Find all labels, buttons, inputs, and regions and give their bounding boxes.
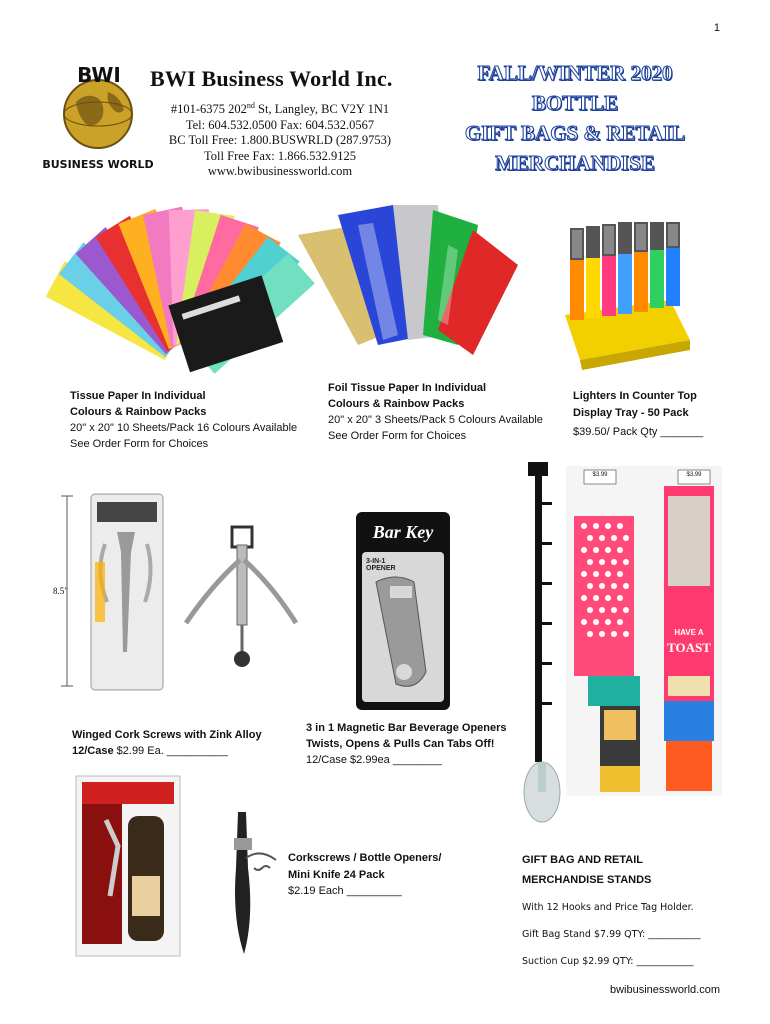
price-tag-2: $3.99 xyxy=(686,472,702,478)
tissue-paper-image xyxy=(62,210,284,370)
package-height-label: 8.5" xyxy=(53,586,68,596)
bwi-logo xyxy=(42,62,154,174)
opener-description: 3 in 1 Magnetic Bar Beverage Openers Twists, Opens & Pulls Can Tabs Off! 12/Case $2.99ea ________ xyxy=(306,722,507,766)
merchandise-stand-pole xyxy=(518,462,566,827)
winged-corkscrew-package-image xyxy=(55,492,167,692)
bar-key-brand: Bar Key xyxy=(372,522,434,542)
tissue-paper-description: Tissue Paper In Individual Colours & Rainbow Packs 20" x 20" 10 Sheets/Pack 16 Colours Available See Order Form for Choices xyxy=(70,390,298,450)
lighters-display-image xyxy=(560,220,695,370)
company-name: BWI Business World Inc. xyxy=(150,66,393,91)
season-title: FALL/WINTER 2020 BOTTLE GIFT BAGS & RETAIL MERCHANDISE xyxy=(464,61,686,175)
stands-description: GIFT BAG AND RETAIL MERCHANDISE STANDS With 12 Hooks and Price Tag Holder. Gift Bag Stand $7.99 QTY: ___________ Suction Cup $2.99 QTY: ____________ xyxy=(522,854,701,967)
lighters-description: Lighters In Counter Top Display Tray - 50 Pack $39.50/ Pack Qty _______ xyxy=(573,390,704,438)
company-info xyxy=(150,66,410,180)
corkscrew-description: Corkscrews / Bottle Openers/ Mini Knife 24 Pack $2.19 Each _________ xyxy=(288,852,442,897)
company-tel-fax: Tel: 604.532.0500 Fax: 604.532.0567 xyxy=(185,117,375,132)
company-website[interactable]: www.bwibusinessworld.com xyxy=(207,164,353,179)
winged-corkscrew-image xyxy=(182,525,302,675)
bar-key-opener-package xyxy=(356,512,450,710)
bar-key-tag: 3-IN-1 OPENER xyxy=(366,558,396,572)
company-toll-free-fax: Toll Free Fax: 1.866.532.9125 xyxy=(204,148,356,163)
company-address: #101-6375 202nd St, Langley, BC V2Y 1N1 xyxy=(170,101,390,117)
foil-tissue-image xyxy=(298,205,520,365)
foil-tissue-description: Foil Tissue Paper In Individual Colours & Rainbow Packs 20" x 20" 3 Sheets/Pack 5 Colours Available See Order Form for Choices xyxy=(328,382,543,442)
price-tag-1: $3.99 xyxy=(592,472,608,478)
bag-text-1: HAVE A xyxy=(674,628,704,637)
waiter-corkscrew-image xyxy=(220,808,280,958)
svg-text:BUSINESS WORLD: BUSINESS WORLD xyxy=(42,158,154,171)
corkscrew-package-image xyxy=(76,776,180,956)
page-number: 1 xyxy=(713,22,720,34)
winged-corkscrew-description: Winged Cork Screws with Zink Alloy 12/Case $2.99 Ea. __________ xyxy=(72,729,262,757)
company-toll-free: BC Toll Free: 1.800.BUSWRLD (287.9753) xyxy=(168,133,392,148)
svg-text:BWI: BWI xyxy=(77,63,121,87)
gift-bag-stand-image xyxy=(566,466,722,796)
footer-website[interactable]: bwibusinessworld.com xyxy=(609,984,720,996)
bag-text-2: TOAST xyxy=(667,640,711,655)
